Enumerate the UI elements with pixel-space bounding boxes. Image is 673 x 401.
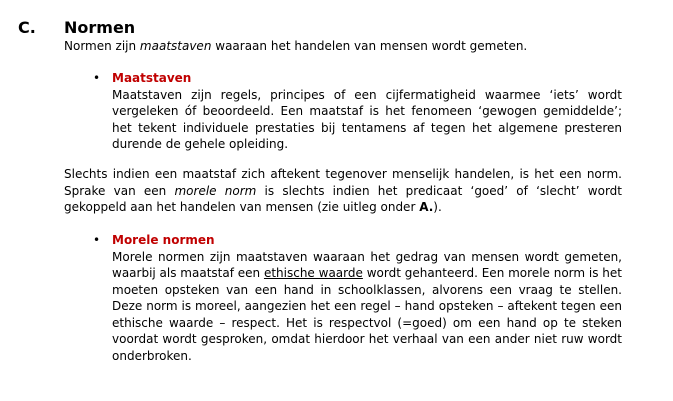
ethische-waarde-underlined: ethische waarde [263, 266, 363, 280]
morele-text-after: wordt gehanteerd. Een morele norm is het moeten opsteken van een hand in schoolklassen, alvorens een vraag te stellen. Deze norm is moreel, aangezien het een regel – hand opsteken – aftekent tegen een ethische waarde – respect. Het is respectvol (=goed) om een hand op te steken voordat wordt gesproken, omdat hierdoor het verhaal van een ander niet ruw wordt onderbroken. [112, 266, 622, 363]
middle-text-before: Slechts indien een maatstaf zich aftekent tegenover menselijk handelen, is het een norm. Sprake van een [64, 167, 622, 198]
bullet-heading-morele-normen: Morele normen [112, 233, 215, 247]
intro-paragraph [64, 38, 622, 55]
bullet-marker-2: • [93, 233, 101, 247]
bullet-marker-1: • [93, 71, 101, 85]
middle-text-end: ). [433, 200, 442, 214]
middle-emphasis: morele norm [174, 183, 257, 198]
bullet-text-maatstaven: Maatstaven zijn regels, principes of een cijfermatigheid waarmee ‘iets’ wordt vergeleken óf beoordeeld. Een maatstaf is het fenomeen ‘gewogen gemiddelde’; het tekent individuele prestaties bij tentamens af tegen het algemene presteren durende de gehele opleiding. [112, 87, 622, 151]
intro-emphasis: maatstaven [139, 39, 212, 53]
morele-text-before: Morele normen zijn maatstaven waaraan het gedrag van mensen wordt gemeten, waarbij als maatstaf een [112, 249, 622, 280]
middle-text-after: is slechts indien het predicaat ‘goed’ of ‘slecht’ wordt gekoppeld aan het handelen van mensen (zie uitleg onder [64, 183, 622, 214]
intro-text-after: waaraan het handelen van mensen wordt gemeten. [211, 39, 528, 53]
bullet-morele-normen [112, 232, 622, 364]
bullet-text-morele-normen [112, 249, 622, 365]
bullet-maatstaven [112, 70, 622, 153]
middle-paragraph [64, 166, 622, 216]
middle-reference: A. [419, 200, 434, 214]
bullet-heading-maatstaven: Maatstaven [112, 71, 192, 85]
section-letter: C. [18, 18, 36, 37]
section-title: Normen [64, 18, 136, 37]
bullet-body-clip [112, 87, 622, 153]
intro-text-before: Normen zijn [64, 39, 140, 53]
